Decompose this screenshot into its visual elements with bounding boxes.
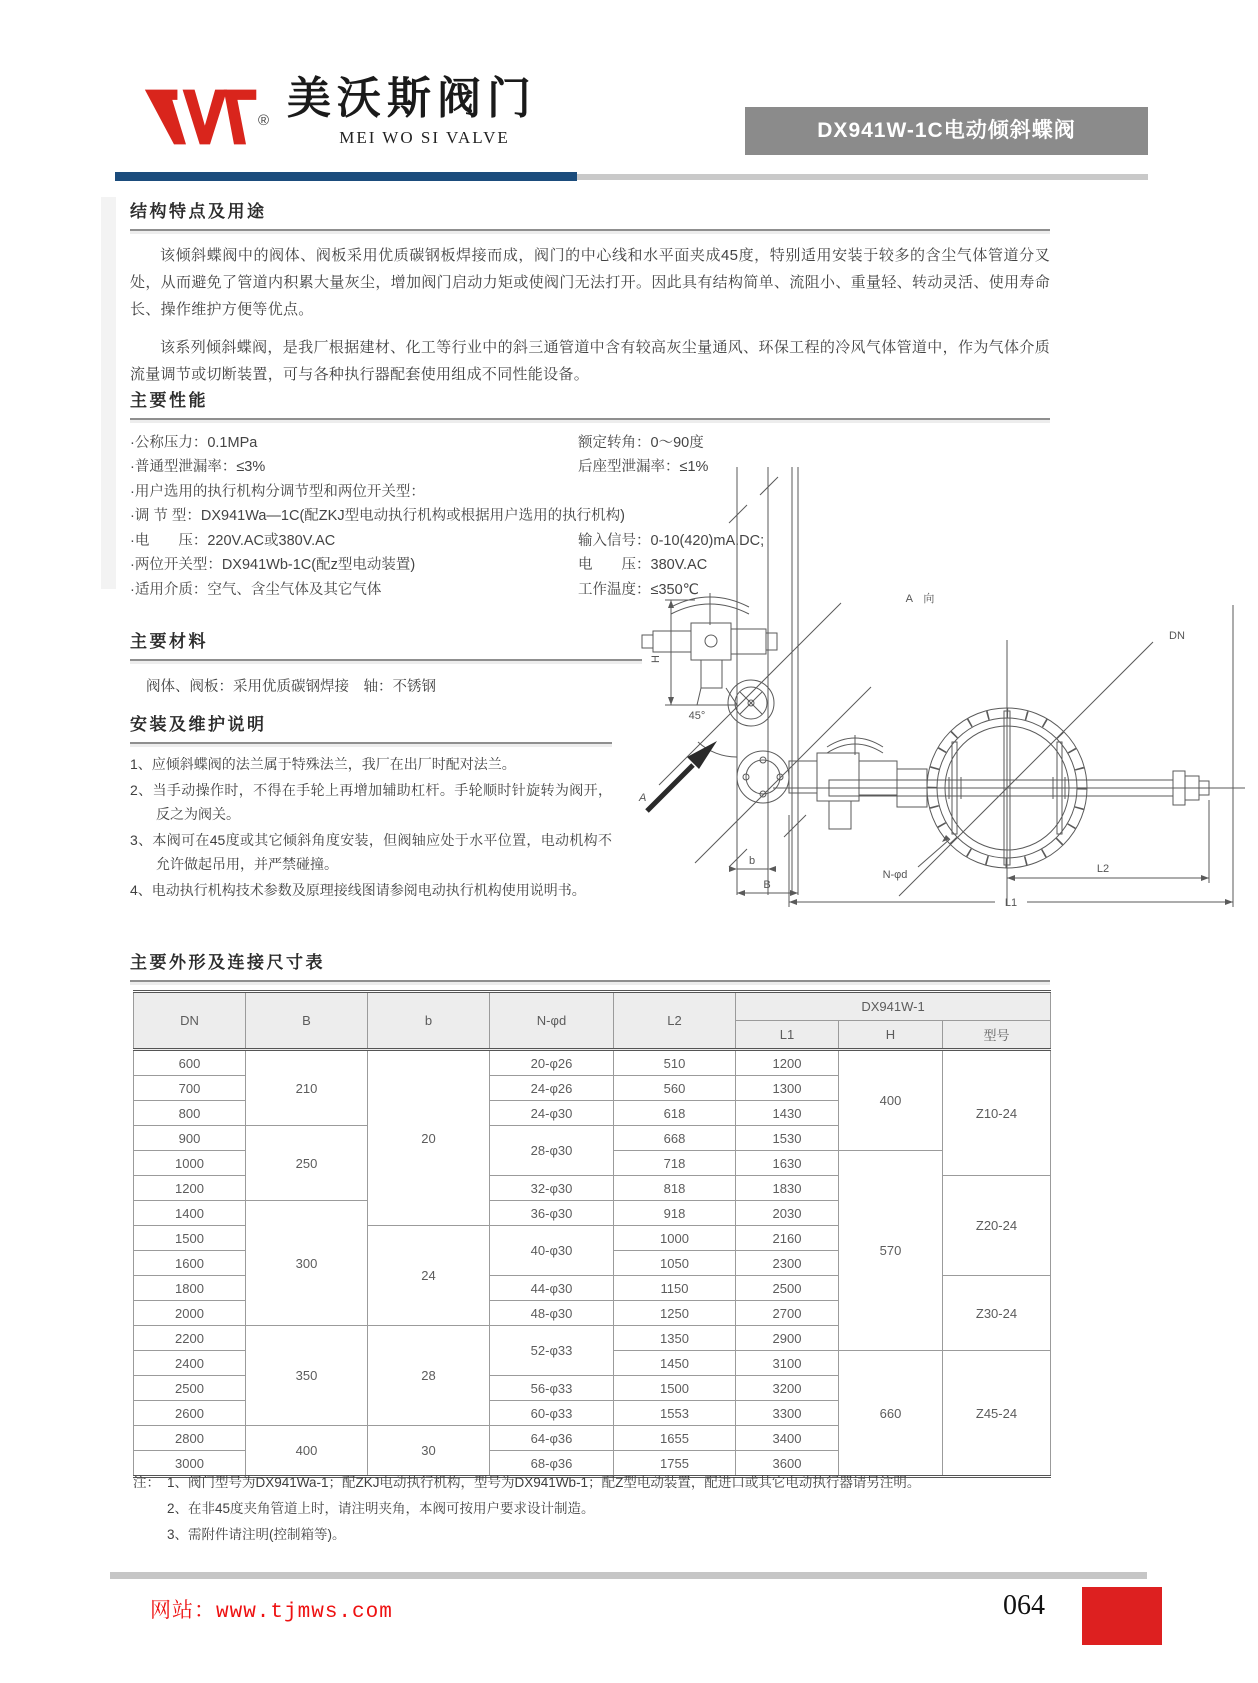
footer-divider [110, 1572, 1147, 1579]
notes-prefix: 注： [133, 1475, 160, 1490]
table-cell: 1800 [134, 1276, 246, 1301]
table-cell: 2000 [134, 1301, 246, 1326]
table-cell: 3300 [736, 1401, 839, 1426]
table-cell: 2500 [134, 1376, 246, 1401]
install-item: 2、当手动操作时，不得在手轮上再增加辅助杠杆。手轮顺时针旋转为阀开，反之为阀关。 [130, 782, 612, 822]
performance-item-left: ·适用介质：空气、含尘气体及其它气体 [130, 581, 382, 598]
section-title-features: 结构特点及用途 [130, 197, 1050, 231]
table-cell: 1000 [134, 1151, 246, 1176]
table-cell: 30 [368, 1426, 490, 1477]
dim-table-col-header: B [246, 992, 368, 1050]
table-cell: 1400 [134, 1201, 246, 1226]
performance-item-left: ·用户选用的执行机构分调节型和两位开关型： [130, 483, 425, 500]
table-cell: 1200 [736, 1050, 839, 1076]
install-item: 1、应倾斜蝶阀的法兰属于特殊法兰，我厂在出厂时配对法兰。 [130, 756, 516, 772]
notes-list [167, 1470, 920, 1548]
table-cell: 2300 [736, 1251, 839, 1276]
performance-row [130, 429, 1050, 454]
dim-label-B: B [763, 879, 771, 891]
note-item: 2、在非45度夹角管道上时，请注明夹角，本阀可按用户要求设计制造。 [167, 1501, 595, 1516]
table-cell: 3600 [736, 1451, 839, 1477]
table-cell: 52-φ33 [490, 1326, 614, 1376]
section-dimensions [130, 948, 1050, 982]
table-cell: 28-φ30 [490, 1126, 614, 1176]
table-cell: 24 [368, 1226, 490, 1326]
dim-table-col-header: 型号 [943, 1021, 1051, 1050]
dim-table-col-header: N-φd [490, 992, 614, 1050]
table-cell: 44-φ30 [490, 1276, 614, 1301]
features-paragraph-1: 该倾斜蝶阀中的阀体、阀板采用优质碳钢板焊接而成，阀门的中心线和水平面夹成45度，特别适用安装于较多的含尘气体管道分叉处，从而避免了管道内积累大量灰尘，增加阀门启动力矩或使阀门无法打开。因此具有结构简单、流阻小、重量轻、转动灵活、使用寿命长、操作维护方便等优点。 [130, 247, 1050, 318]
performance-item-right: 后座型泄漏率：≤1% [578, 459, 709, 476]
dim-label-b: b [748, 855, 756, 867]
table-cell: 3100 [736, 1351, 839, 1376]
table-cell: 48-φ30 [490, 1301, 614, 1326]
table-cell: 900 [134, 1126, 246, 1151]
brand-name-en: MEI WO SI VALVE [339, 128, 510, 147]
table-cell: 1655 [614, 1426, 736, 1451]
brand-name-cn: 美沃斯阀门 [287, 74, 537, 123]
section-title-materials: 主要材料 [130, 627, 642, 661]
page-number: 064 [1003, 1590, 1045, 1621]
table-row [134, 1050, 1051, 1076]
table-cell: 1350 [614, 1326, 736, 1351]
table-cell: 2500 [736, 1276, 839, 1301]
table-cell: 400 [839, 1050, 943, 1151]
dim-label-l2: L2 [1096, 863, 1110, 875]
table-cell: 800 [134, 1101, 246, 1126]
table-cell: 2900 [736, 1326, 839, 1351]
performance-item-left: ·普通型泄漏率：≤3% [130, 459, 266, 476]
dim-table-col-header: b [368, 992, 490, 1050]
table-cell: 3400 [736, 1426, 839, 1451]
table-cell: Z45-24 [943, 1351, 1051, 1477]
install-item: 3、本阀可在45度或其它倾斜角度安装，但阀轴应处于水平位置，电动机构不允许做起吊用，并严禁碰撞。 [130, 832, 612, 872]
table-cell: 570 [839, 1151, 943, 1351]
features-paragraph-2: 该系列倾斜蝶阀，是我厂根据建材、化工等行业中的斜三通管道中含有较高灰尘量通风、环保工程的冷风气体管道中，作为气体介质流量调节或切断装置，可与各种执行器配套使用组成不同性能设备。 [130, 339, 1050, 383]
table-cell: 60-φ33 [490, 1401, 614, 1426]
table-cell: 400 [246, 1426, 368, 1477]
table-cell: 1250 [614, 1301, 736, 1326]
table-cell: 1200 [134, 1176, 246, 1201]
table-cell: 600 [134, 1050, 246, 1076]
table-cell: 1553 [614, 1401, 736, 1426]
registered-trademark-icon: ® [258, 112, 270, 129]
table-cell: 32-φ30 [490, 1176, 614, 1201]
section-title-performance: 主要性能 [130, 386, 1050, 420]
dim-table [133, 990, 1051, 1478]
table-cell: 618 [614, 1101, 736, 1126]
section-title-install: 安装及维护说明 [130, 710, 612, 744]
table-cell: 1430 [736, 1101, 839, 1126]
header-rule [115, 172, 1148, 181]
table-cell: 210 [246, 1050, 368, 1126]
table-header-row [134, 992, 1051, 1021]
table-cell: 2200 [134, 1326, 246, 1351]
table-cell: 818 [614, 1176, 736, 1201]
footer-red-block [1082, 1587, 1162, 1645]
table-cell: 64-φ36 [490, 1426, 614, 1451]
table-cell: 56-φ33 [490, 1376, 614, 1401]
table-cell: 2160 [736, 1226, 839, 1251]
view-a-label: A 向 [905, 593, 939, 605]
table-cell: 1150 [614, 1276, 736, 1301]
table-cell: Z10-24 [943, 1050, 1051, 1176]
table-cell: 350 [246, 1326, 368, 1426]
performance-item-right: 工作温度：≤350℃ [578, 581, 699, 598]
table-cell: 918 [614, 1201, 736, 1226]
section-install [130, 710, 612, 902]
table-cell: 24-φ30 [490, 1101, 614, 1126]
dim-label-45deg: 45° [688, 710, 706, 722]
table-cell: 2600 [134, 1401, 246, 1426]
table-cell: 20 [368, 1050, 490, 1226]
performance-item-left: ·公称压力：0.1MPa [130, 434, 258, 451]
performance-item-right: 额定转角：0～90度 [578, 434, 704, 451]
note-item: 3、需附件请注明(控制箱等)。 [167, 1527, 346, 1542]
performance-item-right: 输入信号：0-10(420)mA.DC; [578, 532, 765, 549]
left-gutter-strip [101, 197, 116, 589]
table-cell: 1050 [614, 1251, 736, 1276]
table-cell: 1755 [614, 1451, 736, 1477]
table-cell: 2400 [134, 1351, 246, 1376]
performance-item-left: ·两位开关型：DX941Wb-1C(配z型电动装置) [130, 557, 416, 574]
table-cell: 1500 [614, 1376, 736, 1401]
table-cell: 510 [614, 1050, 736, 1076]
dim-table-col-header: H [839, 1021, 943, 1050]
product-title: DX941W-1C电动倾斜蝶阀 [745, 107, 1148, 155]
table-cell: 36-φ30 [490, 1201, 614, 1226]
table-cell: 1450 [614, 1351, 736, 1376]
performance-item-left: ·调 节 型：DX941Wa—1C(配ZKJ型电动执行机构或根据用户选用的执行机构) [130, 508, 625, 525]
table-cell: 660 [839, 1351, 943, 1477]
header-rule-blue [115, 172, 577, 181]
dim-label-h: H [650, 655, 662, 663]
table-cell: 1600 [134, 1251, 246, 1276]
table-cell: 300 [246, 1201, 368, 1326]
table-cell: 2030 [736, 1201, 839, 1226]
table-cell: 1830 [736, 1176, 839, 1201]
table-cell: 560 [614, 1076, 736, 1101]
dim-label-dn: DN [1169, 630, 1185, 642]
table-cell: 28 [368, 1326, 490, 1426]
table-cell: 40-φ30 [490, 1226, 614, 1276]
dim-label-l1: L1 [1004, 897, 1018, 909]
dim-table-col-header: L1 [736, 1021, 839, 1050]
table-cell: 68-φ36 [490, 1451, 614, 1477]
table-cell: 3200 [736, 1376, 839, 1401]
materials-text: 阀体、阀板：采用优质碳钢焊接 轴：不锈钢 [146, 679, 436, 695]
table-cell: 1530 [736, 1126, 839, 1151]
website-text: 网站：www.tjmws.com [150, 1601, 393, 1624]
table-cell: 1630 [736, 1151, 839, 1176]
table-cell: 2700 [736, 1301, 839, 1326]
table-cell: 1000 [614, 1226, 736, 1251]
table-cell: 668 [614, 1126, 736, 1151]
table-cell: 700 [134, 1076, 246, 1101]
performance-item-right: 电 压：380V.AC [578, 557, 708, 574]
brand-logo-icon [138, 72, 258, 150]
section-title-dimensions: 主要外形及连接尺寸表 [130, 948, 1050, 982]
header-rule-gray [577, 174, 1148, 180]
dim-table-group-header: DX941W-1 [736, 992, 1051, 1021]
table-cell: 718 [614, 1151, 736, 1176]
dim-table-col-header: L2 [614, 992, 736, 1050]
table-cell: 1300 [736, 1076, 839, 1101]
table-cell: Z20-24 [943, 1176, 1051, 1276]
table-cell: 2800 [134, 1426, 246, 1451]
dim-label-n-phi-d: N-φd [882, 869, 908, 881]
table-cell: 20-φ26 [490, 1050, 614, 1076]
table-cell: Z30-24 [943, 1276, 1051, 1351]
note-item: 1、阀门型号为DX941Wa-1；配ZKJ电动执行机构，型号为DX941Wb-1；配Z型电动装置，配进口或其它电动执行器请另注明。 [167, 1475, 921, 1490]
section-materials [130, 627, 642, 696]
table-cell: 3000 [134, 1451, 246, 1477]
install-list [130, 752, 612, 902]
dim-table-col-header: DN [134, 992, 246, 1050]
notes [133, 1470, 1093, 1548]
view-arrow-label-a: A [639, 792, 647, 804]
install-item: 4、电动执行机构技术参数及原理接线图请参阅电动执行机构使用说明书。 [130, 882, 586, 898]
table-cell: 250 [246, 1126, 368, 1201]
valve-technical-drawing [613, 455, 1258, 920]
table-cell: 1500 [134, 1226, 246, 1251]
section-features [130, 197, 1050, 388]
table-cell: 24-φ26 [490, 1076, 614, 1101]
performance-item-left: ·电 压：220V.AC或380V.AC [130, 532, 336, 549]
